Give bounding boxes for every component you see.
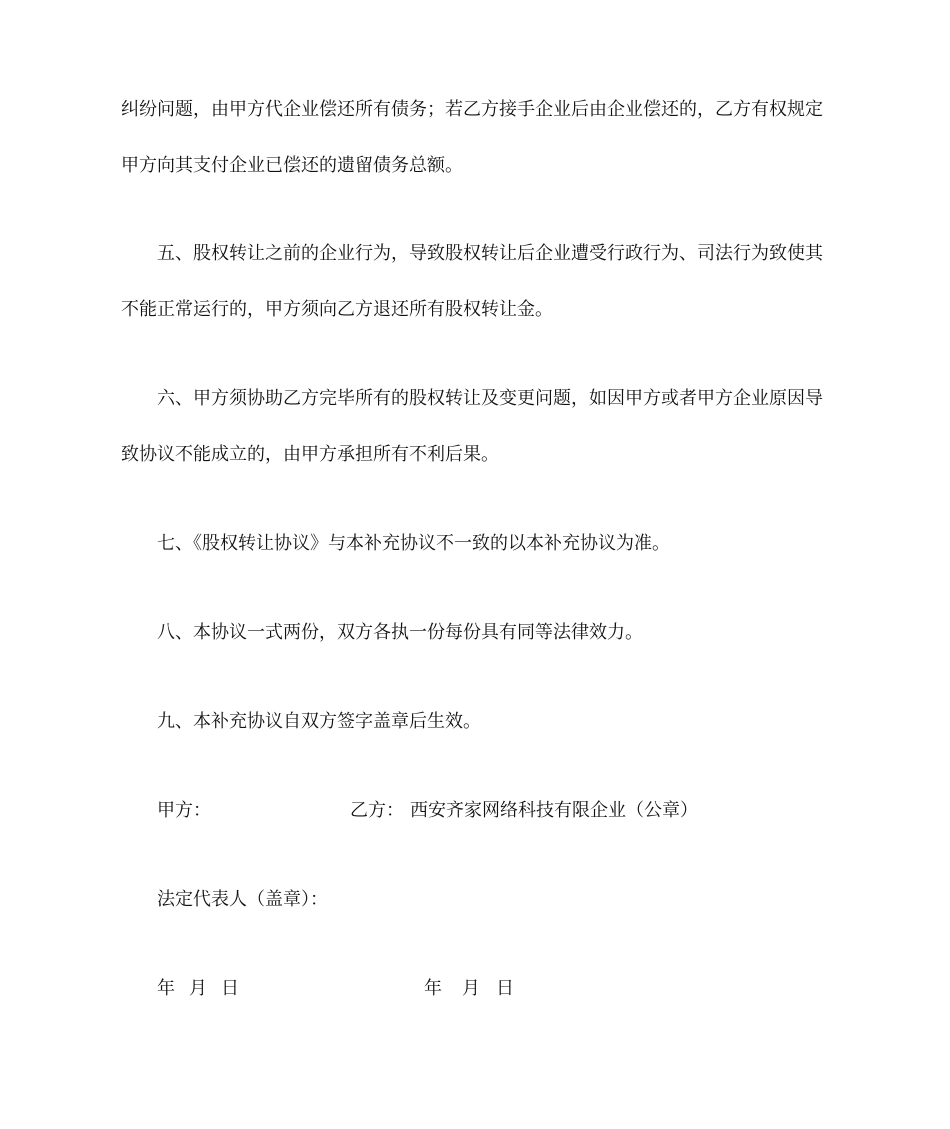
clause-9: 九、本补充协议自双方签字盖章后生效。 <box>157 711 481 732</box>
clause-5-line-1: 五、股权转让之前的企业行为，导致股权转让后企业遭受行政行为、司法行为致使其 <box>157 243 823 264</box>
date-b-month: 月 <box>462 978 480 999</box>
date-a-day: 日 <box>221 978 239 999</box>
paragraph-1-line-2: 甲方向其支付企业已偿还的遗留债务总额。 <box>121 155 463 176</box>
date-b-day: 日 <box>496 978 514 999</box>
clause-6-line-2: 致协议不能成立的，由甲方承担所有不利后果。 <box>121 444 499 465</box>
clause-5-line-2: 不能正常运行的，甲方须向乙方退还所有股权转让金。 <box>121 299 553 320</box>
clause-6-line-1: 六、甲方须协助乙方完毕所有的股权转让及变更问题，如因甲方或者甲方企业原因导 <box>157 388 823 409</box>
date-b-year: 年 <box>424 978 442 999</box>
party-b-label: 乙方： <box>350 800 404 821</box>
clause-8: 八、本协议一式两份，双方各执一份每份具有同等法律效力。 <box>157 622 643 643</box>
party-a-label: 甲方： <box>157 800 211 821</box>
party-b-name: 西安齐家网络科技有限企业（公章） <box>410 800 698 821</box>
date-party-b <box>424 978 514 1000</box>
paragraph-1-line-1: 纠纷问题，由甲方代企业偿还所有债务；若乙方接手企业后由企业偿还的，乙方有权规定 <box>121 99 823 120</box>
date-party-a <box>157 978 239 1000</box>
clause-7: 七、《股权转让协议》与本补充协议不一致的以本补充协议为准。 <box>157 533 670 554</box>
date-a-year: 年 <box>157 978 175 999</box>
legal-representative-label: 法定代表人（盖章）： <box>157 889 328 910</box>
date-a-month: 月 <box>189 978 207 999</box>
